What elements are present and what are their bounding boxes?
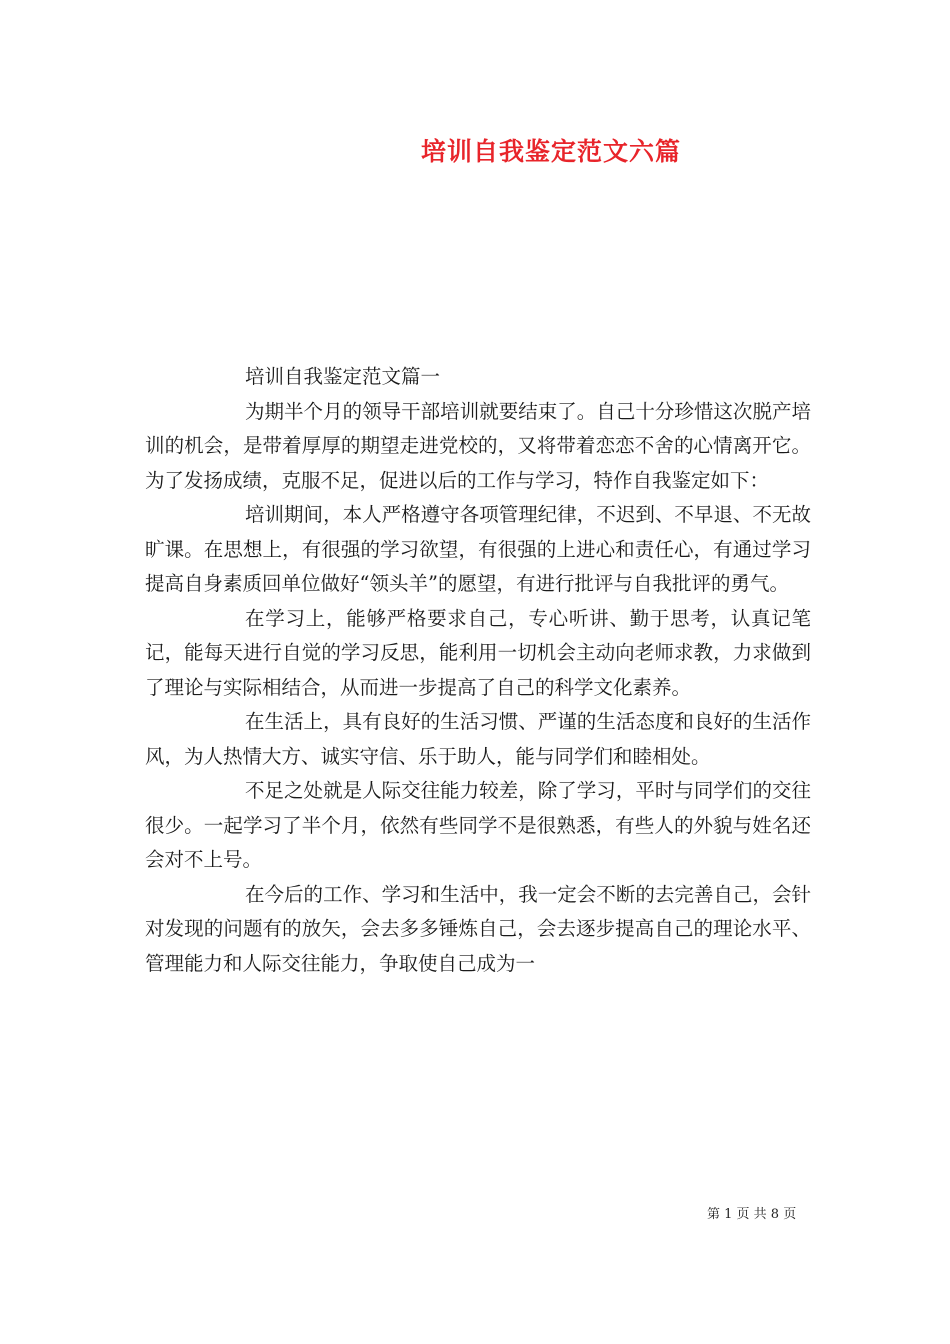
document-title: 培训自我鉴定范文六篇: [420, 137, 681, 166]
paragraph-1: 为期半个月的领导干部培训就要结束了。自己十分珍惜这次脱产培训的机会，是带着厚厚的期望走进党校的，又将带着恋恋不舍的心情离开它。为了发扬成绩，克服不足，促进以后的工作与学习，特作自我鉴定如下：: [145, 399, 811, 492]
paragraph-3: 在学习上，能够严格要求自己，专心听讲、勤于思考，认真记笔记，能每天进行自觉的学习反思，能利用一切机会主动向老师求教，力求做到了理论与实际相结合，从而进一步提高了自己的科学文化素养。: [145, 606, 811, 699]
paragraph-4: 在生活上，具有良好的生活习惯、严谨的生活态度和良好的生活作风，为人热情大方、诚实守信、乐于助人，能与同学们和睦相处。: [145, 710, 811, 768]
paragraph-6: 在今后的工作、学习和生活中，我一定会不断的去完善自己，会针对发现的问题有的放矢，会去多多锤炼自己，会去逐步提高自己的理论水平、管理能力和人际交往能力，争取使自己成为一: [145, 882, 811, 975]
page-number: 第 1 页 共 8 页: [707, 1207, 797, 1222]
document-body: [145, 360, 811, 981]
paragraph-5: 不足之处就是人际交往能力较差，除了学习，平时与同学们的交往很少。一起学习了半个月，依然有些同学不是很熟悉，有些人的外貌与姓名还会对不上号。: [145, 779, 811, 871]
section-heading: 培训自我鉴定范文篇一: [245, 365, 441, 388]
paragraph-2: 培训期间，本人严格遵守各项管理纪律，不迟到、不早退、不无故旷课。在思想上，有很强的学习欲望，有很强的上进心和责任心，有通过学习提高自身素质回单位做好“领头羊”的愿望，有进行批评与自我批评的勇气。: [145, 503, 811, 595]
